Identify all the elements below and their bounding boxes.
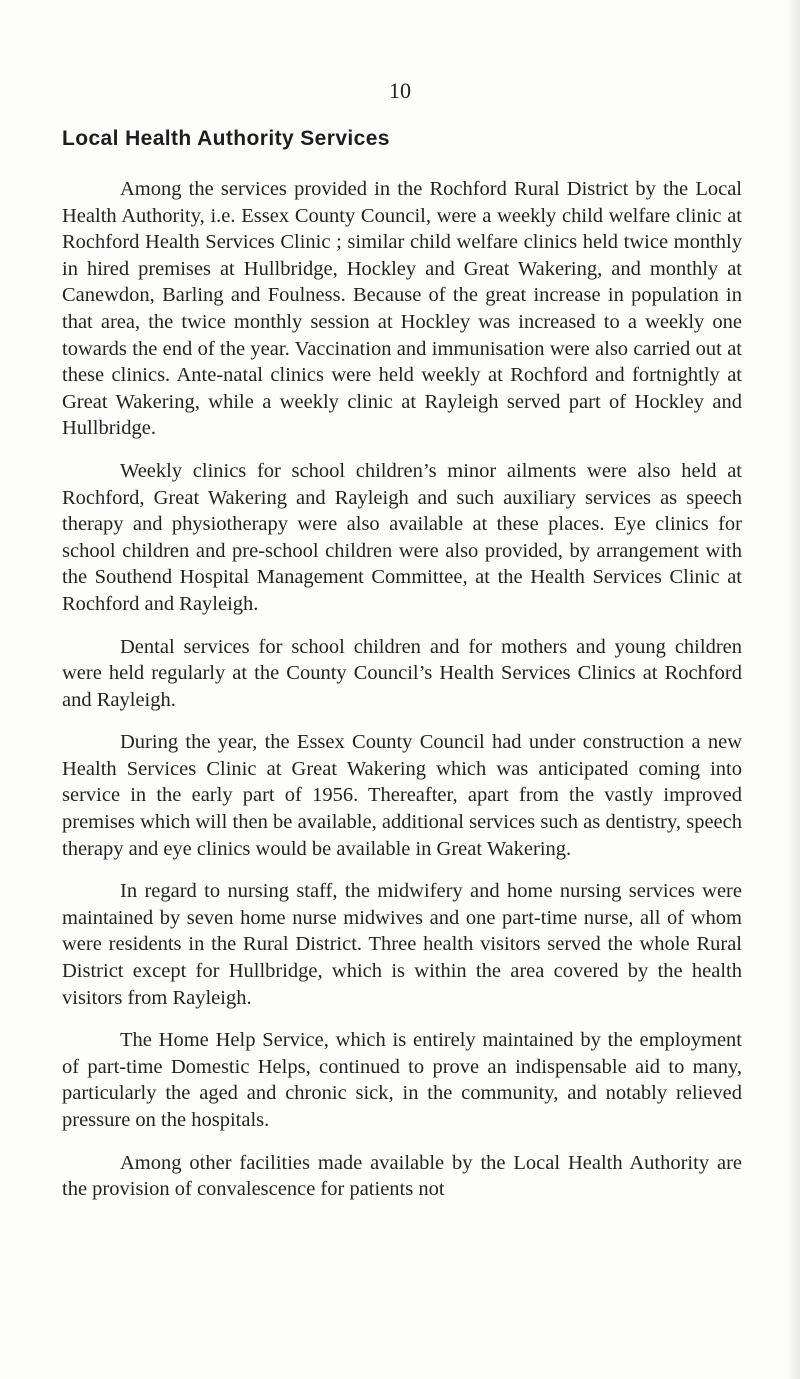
paragraph-nursing-staff: In regard to nursing staff, the midwifery and home nursing services were maintained by seven home nurse midwives and one part-time nurse, all of whom were residents in the Rural District. Three health visitors served the whole Rural District except for Hullbridge, which is within the area covered by the health visitors from Rayleigh. <box>62 880 742 1009</box>
paragraph-child-welfare-clinics: Among the services provided in the Rochford Rural District by the Local Health Authority, i.e. Essex County Council, were a weekly child welfare clinic at Rochford Health Services Clinic ; similar child welfare clinics held twice monthly in hired premises at Hullbridge, Hockley and Great Wakering, and monthly at Canewdon, Barling and Foulness. Because of the great increase in population in that area, the twice monthly session at Hockley was increased to a weekly one towards the end of the year. Vaccination and immunisation were also carried out at these clinics. Ante-natal clinics were held weekly at Rochford and fortnightly at Great Wakering, while a weekly clinic at Rayleigh served part of Hockley and Hullbridge. <box>62 178 742 440</box>
paragraph-dental-services: Dental services for school children and for mothers and young children were held regularly at the County Council’s Health Services Clinics at Rochford and Rayleigh. <box>62 635 742 711</box>
page-number: 10 <box>389 78 411 103</box>
body-text <box>62 176 742 1219</box>
paragraph-other-facilities: Among other facilities made available by the Local Health Authority are the provision of convalescence for patients not <box>62 1151 742 1201</box>
page-edge-shadow <box>786 0 800 1379</box>
section-heading: Local Health Authority Services <box>62 127 390 150</box>
paragraph-school-clinics: Weekly clinics for school children’s minor ailments were also held at Rochford, Great Wakering and Rayleigh and such auxiliary services as speech therapy and physiotherapy were also available at these places. Eye clinics for school children and pre-school children were also provided, by arrangement with the Southend Hospital Management Committee, at the Health Services Clinic at Rochford and Rayleigh. <box>62 459 742 615</box>
paragraph-new-clinic-construction: During the year, the Essex County Council had under construction a new Health Services Clinic at Great Wakering which was anticipated coming into service in the early part of 1956. Thereafter, apart from the vastly improved premises which will then be available, additional services such as dentistry, speech therapy and eye clinics would be available in Great Wakering. <box>62 731 742 860</box>
paragraph-home-help-service: The Home Help Service, which is entirely maintained by the employment of part-time Domestic Helps, continued to prove an indispensable aid to many, particularly the aged and chronic sick, in the community, and notably relieved pressure on the hospitals. <box>62 1029 742 1131</box>
